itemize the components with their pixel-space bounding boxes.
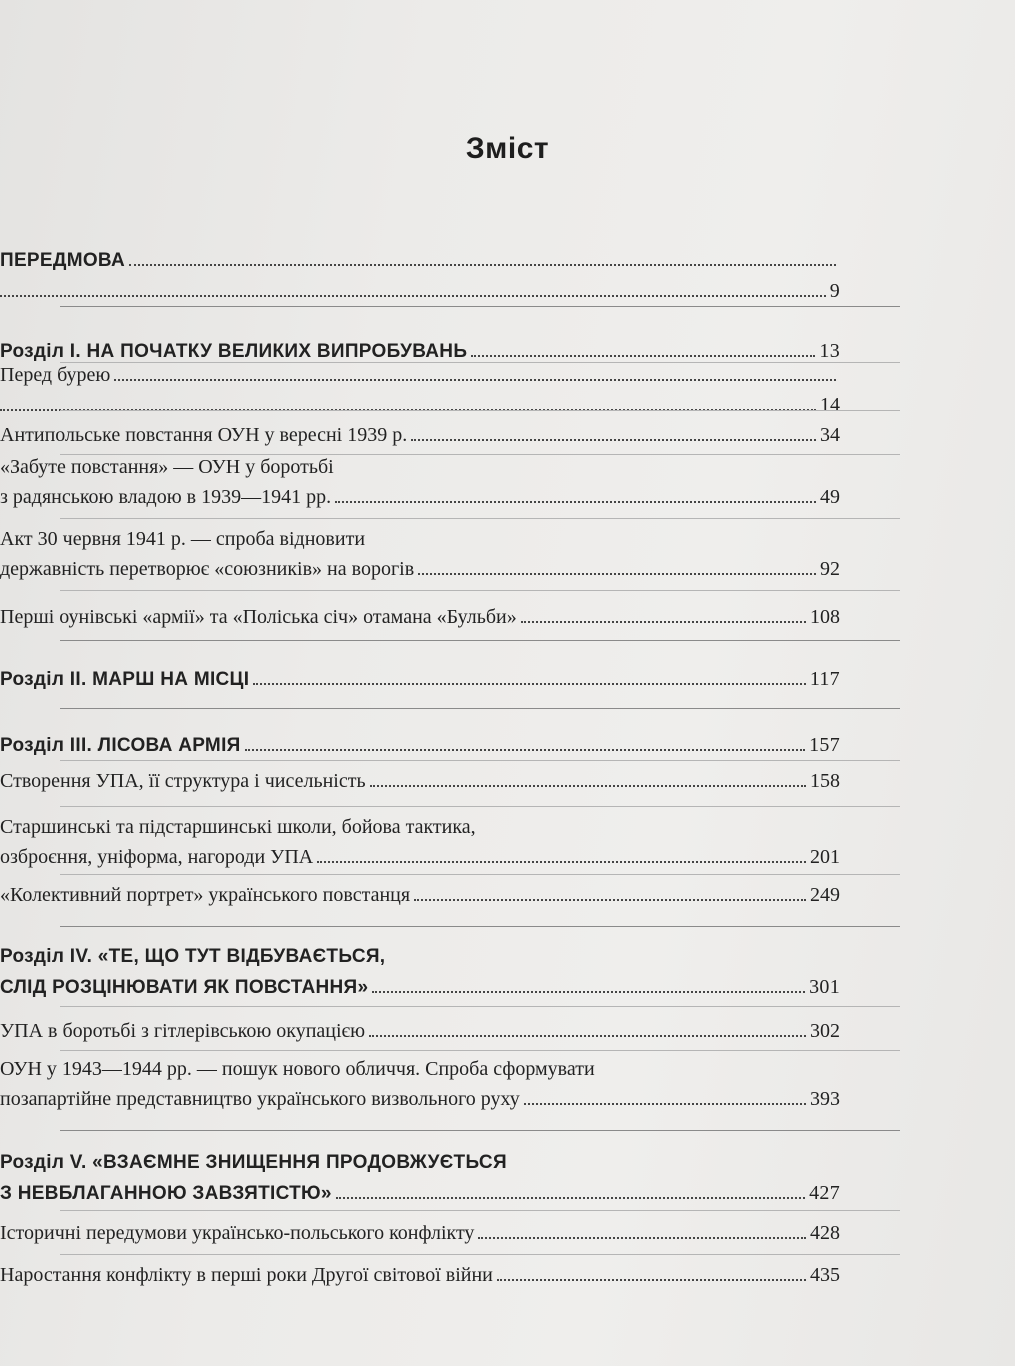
toc-entry-chapter-2 [0, 664, 840, 695]
page-number: 393 [810, 1088, 840, 1110]
entry-title: УПА в боротьбі з гітлерівською окупацією [0, 1020, 366, 1042]
entry-title: Антипольське повстання ОУН у вересні 1939 р. [0, 424, 408, 446]
entry-title: Акт 30 червня 1941 р. — спроба відновити [0, 528, 366, 550]
entry-title: Створення УПА, її структура і чисельність [0, 770, 366, 792]
entry-title: державність перетворює «союзників» на ворогів [0, 558, 415, 580]
entry-title: з радянською владою в 1939—1941 рр. [0, 486, 332, 508]
page-number: 108 [810, 606, 840, 628]
dot-leader [524, 1103, 806, 1105]
entry-title: Перед бурею [0, 364, 111, 386]
dot-leader [317, 861, 806, 863]
toc-entry-chapter-3 [0, 730, 840, 761]
toc-entry [0, 812, 840, 872]
entry-title: Перші оунівські «армії» та «Поліська січ» отамана «Бульби» [0, 606, 517, 628]
separator-line [60, 1130, 900, 1131]
dot-leader [245, 749, 805, 751]
entry-title: Розділ І. НА ПОЧАТКУ ВЕЛИКИХ ВИПРОБУВАНЬ [0, 341, 468, 362]
dot-leader [471, 355, 815, 357]
toc-entry [0, 452, 840, 512]
entry-title: позапартійне представництво українського визвольного руху [0, 1088, 520, 1110]
entry-title: З НЕВБЛАГАННОЮ ЗАВЗЯТІСТЮ» [0, 1183, 332, 1204]
toc-entry [0, 602, 840, 632]
toc-entry [0, 524, 840, 584]
dot-leader [497, 1279, 806, 1281]
dot-leader [411, 439, 816, 441]
dot-leader [418, 573, 816, 575]
page-number: 201 [810, 846, 840, 868]
page-number: 158 [810, 770, 840, 792]
dot-leader [253, 683, 806, 685]
page-number: 92 [820, 558, 840, 580]
separator-line [60, 1210, 900, 1211]
separator-line [60, 806, 900, 807]
separator-line [60, 640, 900, 641]
separator-line [60, 1254, 900, 1255]
entry-title: СЛІД РОЗЦІНЮВАТИ ЯК ПОВСТАННЯ» [0, 977, 369, 998]
toc-entry [0, 880, 840, 910]
entry-title: Наростання конфлікту в перші роки Другої світової війни [0, 1264, 493, 1286]
page-title: Зміст [465, 132, 550, 165]
separator-line [60, 1006, 900, 1007]
page-number: 13 [819, 340, 840, 362]
page-number: 435 [810, 1264, 840, 1286]
separator-line [60, 306, 900, 307]
separator-line [60, 874, 900, 875]
page-number: 9 [829, 280, 840, 302]
entry-title: Старшинські та підстаршинські школи, бойова тактика, [0, 816, 476, 838]
toc-entry [0, 1218, 840, 1248]
entry-title: озброєння, уніформа, нагороди УПА [0, 846, 314, 868]
toc-entry [0, 1016, 840, 1046]
entry-title: Розділ V. «ВЗАЄМНЕ ЗНИЩЕННЯ ПРОДОВЖУЄТЬСЯ [0, 1152, 507, 1173]
entry-title: Розділ ІІ. МАРШ НА МІСЦІ [0, 669, 250, 690]
page-number: 301 [809, 976, 840, 998]
entry-title: Історичні передумови українсько-польського конфлікту [0, 1222, 475, 1244]
entry-title: ПЕРЕДМОВА [0, 250, 126, 271]
separator-line [60, 410, 900, 411]
entry-title: «Колективний портрет» українського повстанця [0, 884, 411, 906]
toc-entry-preface [0, 246, 840, 306]
toc-entry [0, 1054, 840, 1114]
separator-line [60, 760, 900, 761]
dot-leader [114, 379, 836, 381]
page-number: 14 [820, 394, 840, 416]
separator-line [60, 926, 900, 927]
separator-line [60, 518, 900, 519]
dot-leader [129, 264, 836, 266]
toc-entry [0, 1260, 840, 1290]
entry-title: ОУН у 1943—1944 рр. — пошук нового обличчя. Спроба сформувати [0, 1058, 595, 1080]
separator-line [60, 590, 900, 591]
dot-leader [336, 1197, 805, 1199]
entry-title: Розділ ІV. «ТЕ, ЩО ТУТ ВІДБУВАЄТЬСЯ, [0, 946, 386, 967]
toc-entry-chapter-4 [0, 942, 840, 1003]
dot-leader [0, 295, 826, 297]
dot-leader [372, 991, 805, 993]
page-number: 117 [809, 668, 840, 690]
toc-entry [0, 360, 840, 420]
toc-entry-chapter-5 [0, 1148, 840, 1209]
dot-leader [370, 785, 806, 787]
page-number: 157 [809, 734, 840, 756]
dot-leader [521, 621, 806, 623]
dot-leader [369, 1035, 806, 1037]
entry-title: «Забуте повстання» — ОУН у боротьбі [0, 456, 334, 478]
page-number: 302 [810, 1020, 840, 1042]
toc-entry [0, 420, 840, 450]
page-number: 34 [820, 424, 840, 446]
entry-title: Розділ ІІІ. ЛІСОВА АРМІЯ [0, 735, 241, 756]
page-number: 249 [810, 884, 840, 906]
toc-entry [0, 766, 840, 796]
page-number: 428 [810, 1222, 840, 1244]
page-number: 427 [809, 1182, 840, 1204]
separator-line [60, 708, 900, 709]
dot-leader [414, 899, 806, 901]
page-number: 49 [820, 486, 840, 508]
dot-leader [335, 501, 816, 503]
dot-leader [478, 1237, 806, 1239]
separator-line [60, 1050, 900, 1051]
